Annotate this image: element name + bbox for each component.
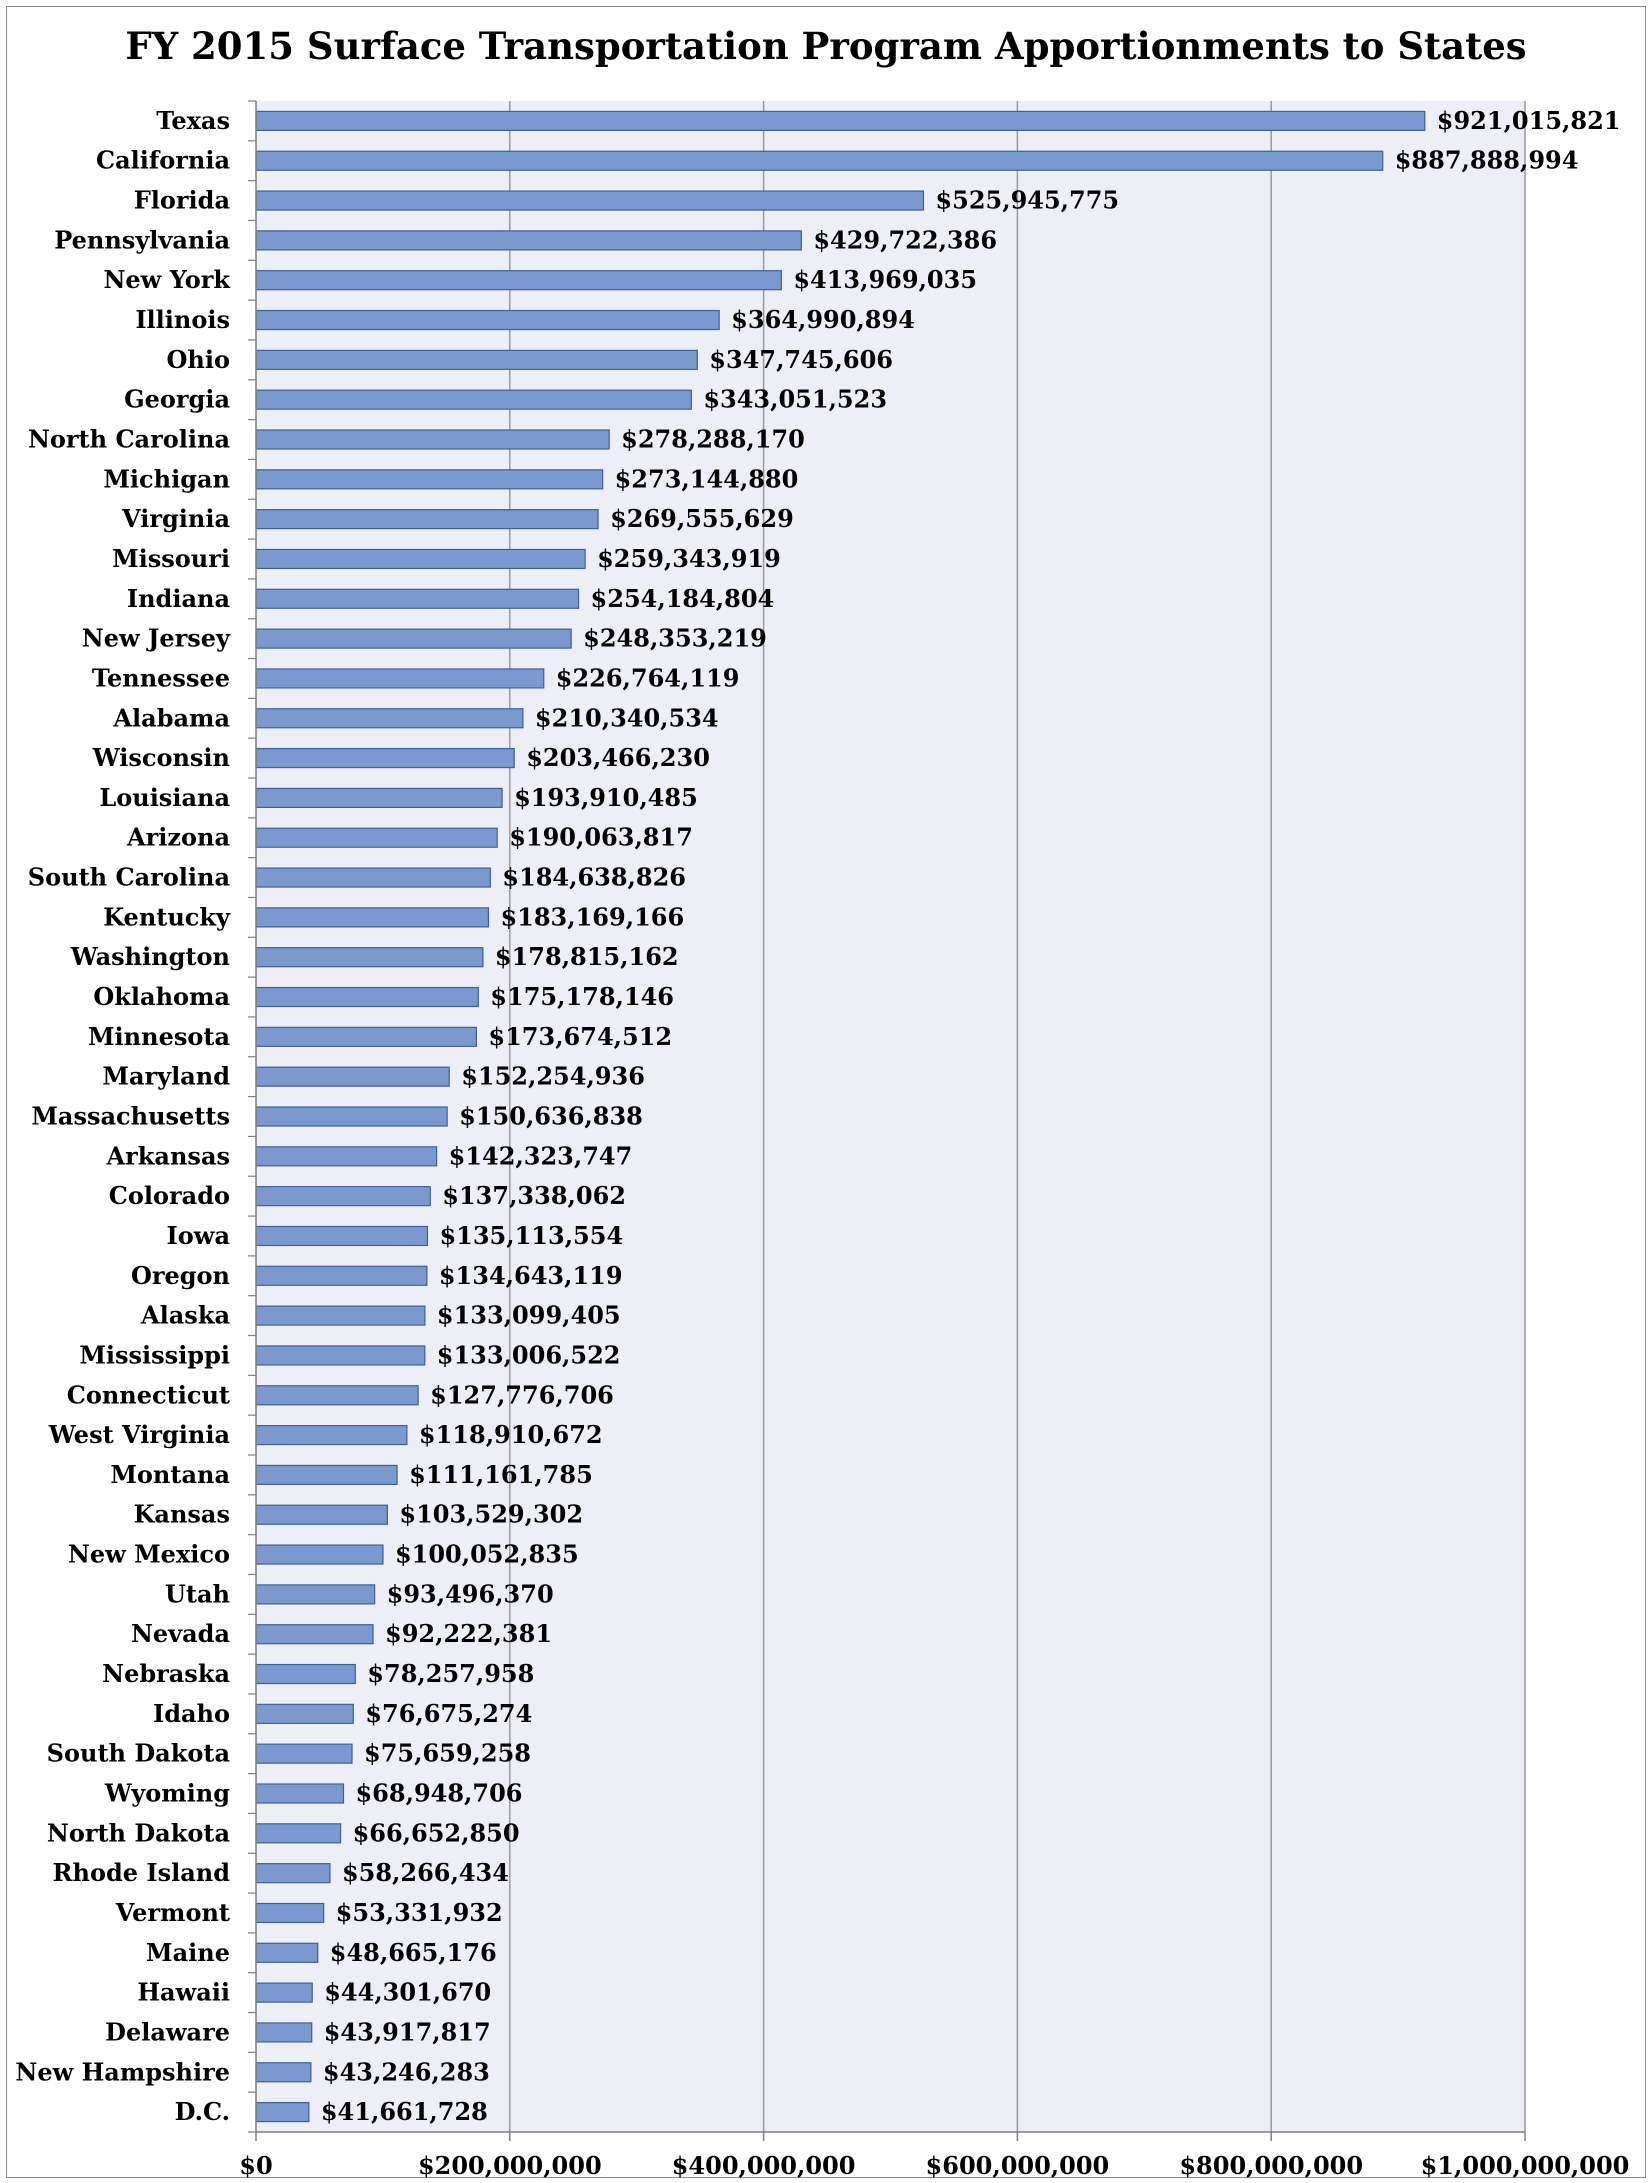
bar <box>256 1903 324 1922</box>
bar <box>256 948 483 967</box>
bar <box>256 1585 375 1604</box>
category-label: New Hampshire <box>15 2057 230 2087</box>
bar <box>256 1346 425 1365</box>
category-label: California <box>96 145 230 175</box>
value-label: $43,917,817 <box>323 2017 491 2047</box>
x-tick-label: $1,000,000,000 <box>1420 2151 1630 2180</box>
value-label: $429,722,386 <box>813 225 998 255</box>
category-label: Colorado <box>108 1181 230 1211</box>
category-label: Arizona <box>126 822 230 852</box>
category-label: Pennsylvania <box>54 225 230 255</box>
value-label: $41,661,728 <box>320 2097 488 2127</box>
value-label: $75,659,258 <box>364 1738 532 1768</box>
value-label: $413,969,035 <box>793 265 978 295</box>
bar <box>256 231 801 250</box>
bar <box>256 1226 427 1245</box>
bar <box>256 1386 418 1405</box>
chart-title: FY 2015 Surface Transportation Program Apportionments to States <box>125 24 1527 68</box>
bar <box>256 629 571 648</box>
value-label: $100,052,835 <box>394 1539 579 1569</box>
value-label: $178,815,162 <box>494 942 679 972</box>
value-label: $175,178,146 <box>490 982 675 1012</box>
category-label: North Dakota <box>46 1818 230 1848</box>
category-label: Ohio <box>166 344 230 374</box>
value-label: $203,466,230 <box>526 743 710 773</box>
category-label: Alabama <box>113 703 230 733</box>
bar <box>256 151 1383 170</box>
value-label: $118,910,672 <box>418 1420 603 1450</box>
category-label: Delaware <box>105 2017 230 2047</box>
category-label: New Jersey <box>81 623 230 653</box>
bar <box>256 1784 343 1803</box>
x-tick-label: $0 <box>239 2151 273 2180</box>
category-label: West Virginia <box>48 1420 230 1450</box>
value-label: $76,675,274 <box>365 1698 533 1728</box>
category-label: South Dakota <box>46 1738 230 1768</box>
category-label: Georgia <box>124 384 230 414</box>
bar <box>256 1465 397 1484</box>
value-label: $347,745,606 <box>709 344 893 374</box>
bar <box>256 1824 341 1843</box>
bar <box>256 430 609 449</box>
category-label: Kansas <box>133 1499 230 1529</box>
value-label: $269,555,629 <box>610 504 794 534</box>
value-label: $226,764,119 <box>555 663 740 693</box>
bar <box>256 988 478 1007</box>
value-label: $53,331,932 <box>335 1897 503 1927</box>
category-label: D.C. <box>174 2097 230 2127</box>
value-label: $58,266,434 <box>341 1858 509 1888</box>
value-label: $93,496,370 <box>386 1579 554 1609</box>
bar <box>256 390 691 409</box>
bar <box>256 2063 311 2082</box>
value-label: $190,063,817 <box>509 822 693 852</box>
value-label: $343,051,523 <box>703 384 888 414</box>
category-label: Maine <box>146 1937 230 1967</box>
value-label: $248,353,219 <box>583 623 767 653</box>
bar <box>256 2023 312 2042</box>
category-label: Vermont <box>115 1897 230 1927</box>
value-label: $68,948,706 <box>355 1778 523 1808</box>
value-label: $66,652,850 <box>352 1818 520 1848</box>
bar <box>256 1147 437 1166</box>
value-label: $133,099,405 <box>436 1300 621 1330</box>
bar <box>256 1306 425 1325</box>
value-label: $134,643,119 <box>438 1260 623 1290</box>
category-label: Virginia <box>122 504 230 534</box>
value-label: $111,161,785 <box>409 1459 593 1489</box>
category-label: Utah <box>164 1579 230 1609</box>
category-label: Texas <box>156 105 230 135</box>
category-label: North Carolina <box>27 424 230 454</box>
bar <box>256 908 488 927</box>
category-label: Michigan <box>103 464 230 494</box>
bar <box>256 1983 312 2002</box>
category-label: Oklahoma <box>93 982 230 1012</box>
bar <box>256 271 781 290</box>
category-label: Montana <box>110 1459 230 1489</box>
value-label: $137,338,062 <box>442 1181 626 1211</box>
value-label: $142,323,747 <box>448 1141 633 1171</box>
category-label: Missouri <box>112 543 230 573</box>
category-label: Illinois <box>135 305 230 335</box>
category-label: Oregon <box>130 1260 230 1290</box>
bar <box>256 549 585 568</box>
bar <box>256 1744 352 1763</box>
category-label: Wisconsin <box>92 743 230 773</box>
category-label: Maryland <box>102 1061 230 1091</box>
bar <box>256 1067 449 1086</box>
value-label: $48,665,176 <box>329 1937 497 1967</box>
category-label: Arkansas <box>106 1141 230 1171</box>
bar <box>256 510 598 529</box>
category-label: New Mexico <box>67 1539 230 1569</box>
category-label: Mississippi <box>79 1340 230 1370</box>
category-label: Wyoming <box>104 1778 230 1808</box>
bar <box>256 191 923 210</box>
value-label: $921,015,821 <box>1436 105 1621 135</box>
value-label: $103,529,302 <box>399 1499 584 1529</box>
value-label: $44,301,670 <box>324 1977 492 2007</box>
value-label: $278,288,170 <box>621 424 805 454</box>
bar <box>256 2103 309 2122</box>
value-label: $259,343,919 <box>597 543 781 573</box>
bar <box>256 1545 383 1564</box>
bar <box>256 311 719 330</box>
bar <box>256 1704 353 1723</box>
category-label: New York <box>103 265 230 295</box>
bar <box>256 709 523 728</box>
category-label: Hawaii <box>137 1977 230 2007</box>
bar <box>256 1665 355 1684</box>
value-label: $92,222,381 <box>385 1619 553 1649</box>
category-label: Kentucky <box>103 902 230 932</box>
value-label: $210,340,534 <box>534 703 719 733</box>
x-tick-label: $400,000,000 <box>671 2151 856 2180</box>
bar <box>256 1625 373 1644</box>
value-label: $364,990,894 <box>731 305 915 335</box>
value-label: $152,254,936 <box>461 1061 645 1091</box>
category-label: Indiana <box>126 583 230 613</box>
category-label: Idaho <box>152 1698 230 1728</box>
category-label: Nebraska <box>102 1659 230 1689</box>
bar <box>256 1426 407 1445</box>
category-label: Minnesota <box>87 1021 230 1051</box>
value-label: $150,636,838 <box>459 1101 643 1131</box>
value-label: $273,144,880 <box>614 464 799 494</box>
bar <box>256 1266 427 1285</box>
bar <box>256 868 490 887</box>
value-label: $193,910,485 <box>514 782 698 812</box>
bar <box>256 1943 318 1962</box>
value-label: $78,257,958 <box>367 1659 535 1689</box>
bar <box>256 1187 430 1206</box>
value-label: $135,113,554 <box>439 1220 624 1250</box>
category-label: Iowa <box>166 1220 230 1250</box>
bar <box>256 1864 330 1883</box>
bar <box>256 589 579 608</box>
bar <box>256 1107 447 1126</box>
bar <box>256 669 544 688</box>
category-label: Washington <box>70 942 230 972</box>
bar <box>256 1027 476 1046</box>
category-label: Massachusetts <box>31 1101 230 1131</box>
value-label: $183,169,166 <box>500 902 685 932</box>
bar <box>256 749 514 768</box>
value-label: $887,888,994 <box>1394 145 1579 175</box>
value-label: $184,638,826 <box>502 862 687 892</box>
value-label: $133,006,522 <box>436 1340 621 1370</box>
bar <box>256 470 603 489</box>
bar <box>256 828 497 847</box>
bar <box>256 111 1425 130</box>
bar <box>256 788 502 807</box>
category-label: Alaska <box>141 1300 230 1330</box>
bar <box>256 1505 387 1524</box>
category-label: Florida <box>133 185 230 215</box>
category-label: Rhode Island <box>52 1858 230 1888</box>
bar <box>256 350 697 369</box>
category-label: Louisiana <box>99 782 230 812</box>
x-tick-label: $200,000,000 <box>417 2151 602 2180</box>
x-tick-label: $600,000,000 <box>925 2151 1110 2180</box>
value-label: $127,776,706 <box>430 1380 614 1410</box>
value-label: $43,246,283 <box>322 2057 490 2087</box>
category-label: Nevada <box>130 1619 230 1649</box>
value-label: $173,674,512 <box>488 1021 673 1051</box>
category-label: South Carolina <box>27 862 230 892</box>
category-label: Tennessee <box>91 663 230 693</box>
value-label: $525,945,775 <box>935 185 1120 215</box>
x-tick-label: $800,000,000 <box>1179 2151 1364 2180</box>
category-label: Connecticut <box>66 1380 230 1410</box>
value-label: $254,184,804 <box>590 583 775 613</box>
